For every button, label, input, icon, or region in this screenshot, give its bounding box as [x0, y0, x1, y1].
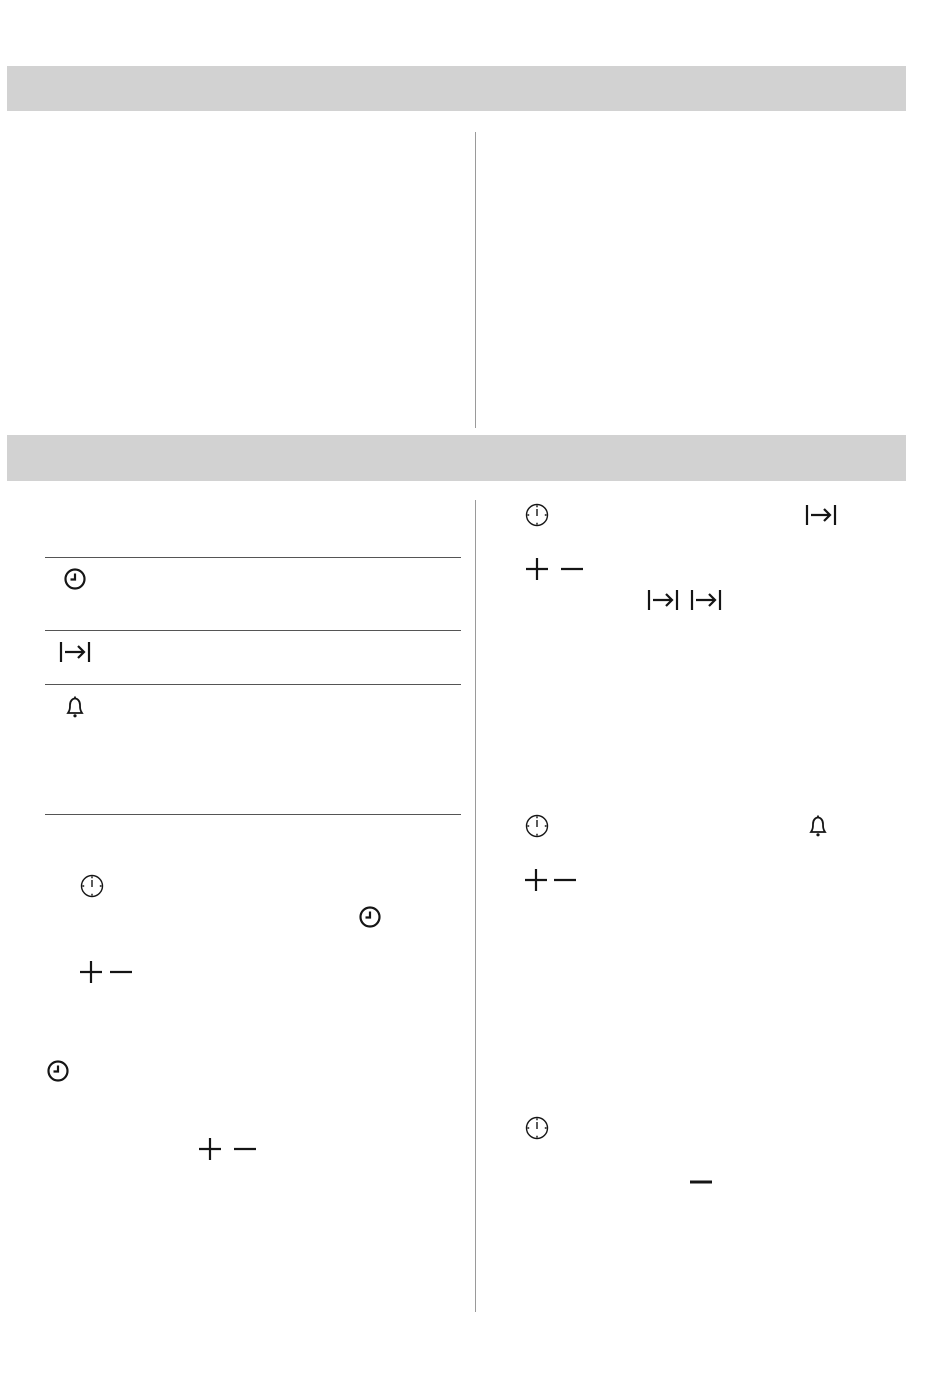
- end-time-icon: [690, 589, 722, 611]
- table-rule: [45, 630, 461, 631]
- table-rule: [45, 814, 461, 815]
- plus-icon: [525, 557, 549, 581]
- minus-icon: [109, 960, 133, 984]
- clock-icon: [47, 1060, 69, 1082]
- timer-icon: [525, 503, 549, 527]
- table-rule: [45, 557, 461, 558]
- minus-icon: [233, 1137, 257, 1161]
- clock-icon: [64, 568, 86, 590]
- section-header-band-middle: [7, 435, 906, 481]
- timer-icon: [80, 874, 104, 898]
- end-time-icon: [805, 504, 837, 526]
- column-divider-bottom: [475, 500, 476, 1312]
- plus-icon: [524, 868, 548, 892]
- timer-icon: [525, 1116, 549, 1140]
- end-time-icon: [59, 641, 91, 663]
- section-header-band-top: [7, 66, 906, 111]
- table-rule: [45, 684, 461, 685]
- clock-icon: [359, 906, 381, 928]
- minus-icon: [689, 1170, 713, 1194]
- bell-icon: [808, 814, 828, 838]
- minus-icon: [553, 868, 577, 892]
- plus-icon: [79, 960, 103, 984]
- timer-icon: [525, 814, 549, 838]
- minus-icon: [560, 557, 584, 581]
- column-divider-top: [475, 132, 476, 428]
- plus-icon: [198, 1137, 222, 1161]
- bell-icon: [65, 695, 85, 719]
- end-time-icon: [647, 589, 679, 611]
